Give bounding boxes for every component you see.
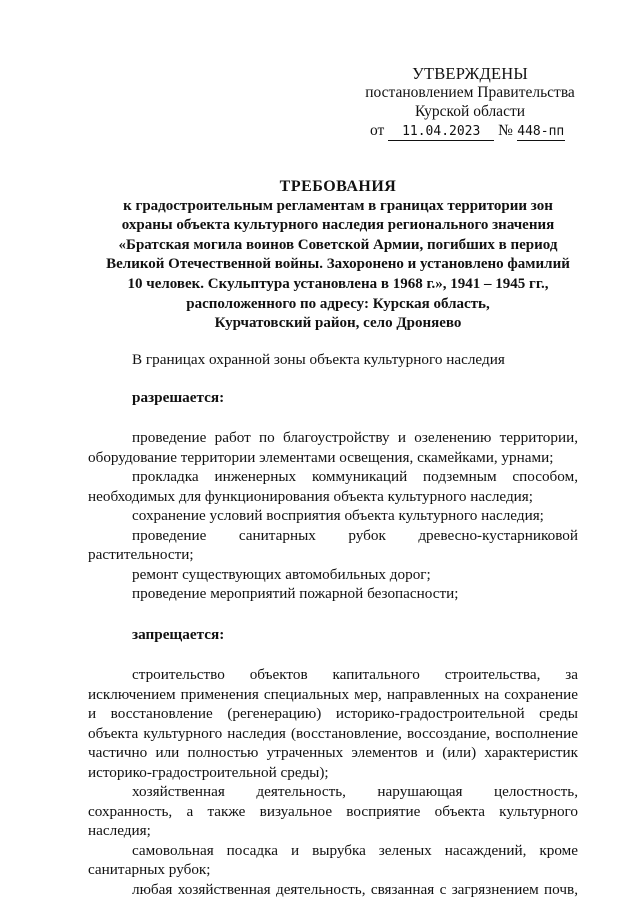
document-title <box>78 177 598 334</box>
allowed-item: прокладка инженерных коммуникаций подземным способом, необходимых для функционирования объекта культурного наследия; <box>88 468 578 505</box>
title-line: расположенного по адресу: Курская область, <box>186 295 490 312</box>
allowed-item: проведение работ по благоустройству и озеленению территории, оборудование территории элементами освещения, скамейками, урнами; <box>88 429 578 466</box>
title-line: Курчатовский район, село Дроняево <box>214 315 462 332</box>
title-line: Великой Отечественной войны. Захоронено и установлено фамилий <box>106 256 570 273</box>
forbidden-label: запрещается: <box>132 625 225 643</box>
title-heading: ТРЕБОВАНИЯ <box>279 178 397 195</box>
forbidden-item: хозяйственная деятельность, нарушающая целостность, сохранность, а также визуальное восприятие объекта культурного наследия; <box>88 783 578 839</box>
title-line: «Братская могила воинов Советской Армии, погибших в период <box>118 236 558 253</box>
approval-date-line <box>360 121 580 141</box>
approval-line-1: постановлением Правительства <box>365 84 575 101</box>
forbidden-list <box>88 665 578 899</box>
allowed-item: проведение санитарных рубок древесно-кустарниковой растительности; <box>88 526 578 563</box>
allowed-item: сохранение условий восприятия объекта культурного наследия; <box>132 507 544 524</box>
title-line: 10 человек. Скульптура установлена в 1968 г.», 1941 – 1945 гг., <box>127 275 549 292</box>
title-line: к градостроительным регламентам в границах территории зон <box>123 197 553 214</box>
forbidden-item: самовольная посадка и вырубка зеленых насаждений, кроме санитарных рубок; <box>88 841 578 878</box>
forbidden-item: любая хозяйственная деятельность, связанная с загрязнением почв, <box>132 880 578 898</box>
approved-heading: УТВЕРЖДЕНЫ <box>412 64 528 83</box>
approval-date: 11.04.2023 <box>388 124 494 141</box>
number-prefix: № <box>498 122 513 139</box>
document-body <box>88 350 578 899</box>
approval-line-2: Курской области <box>414 103 526 120</box>
forbidden-item: строительство объектов капитального строительства, за исключением применения специальных мер, направленных на сохранение и восстановление (регенерацию) историко-градостроительной среды объекта культурного наследия (восстановление, воссоздание, восполнение частично или полностью утраченных элементов и (или) характеристик историко-градостроительной среды); <box>88 666 578 781</box>
intro-paragraph: В границах охранной зоны объекта культурного наследия <box>132 351 505 368</box>
date-prefix: от <box>370 122 385 139</box>
allowed-item: проведение мероприятий пожарной безопасности; <box>132 585 459 602</box>
approval-number: 448-пп <box>517 124 565 139</box>
title-line: охраны объекта культурного наследия регионального значения <box>121 217 555 234</box>
approval-block <box>360 64 580 141</box>
allowed-list <box>88 428 578 604</box>
allowed-label: разрешается: <box>132 388 225 406</box>
allowed-item: ремонт существующих автомобильных дорог; <box>132 565 431 583</box>
